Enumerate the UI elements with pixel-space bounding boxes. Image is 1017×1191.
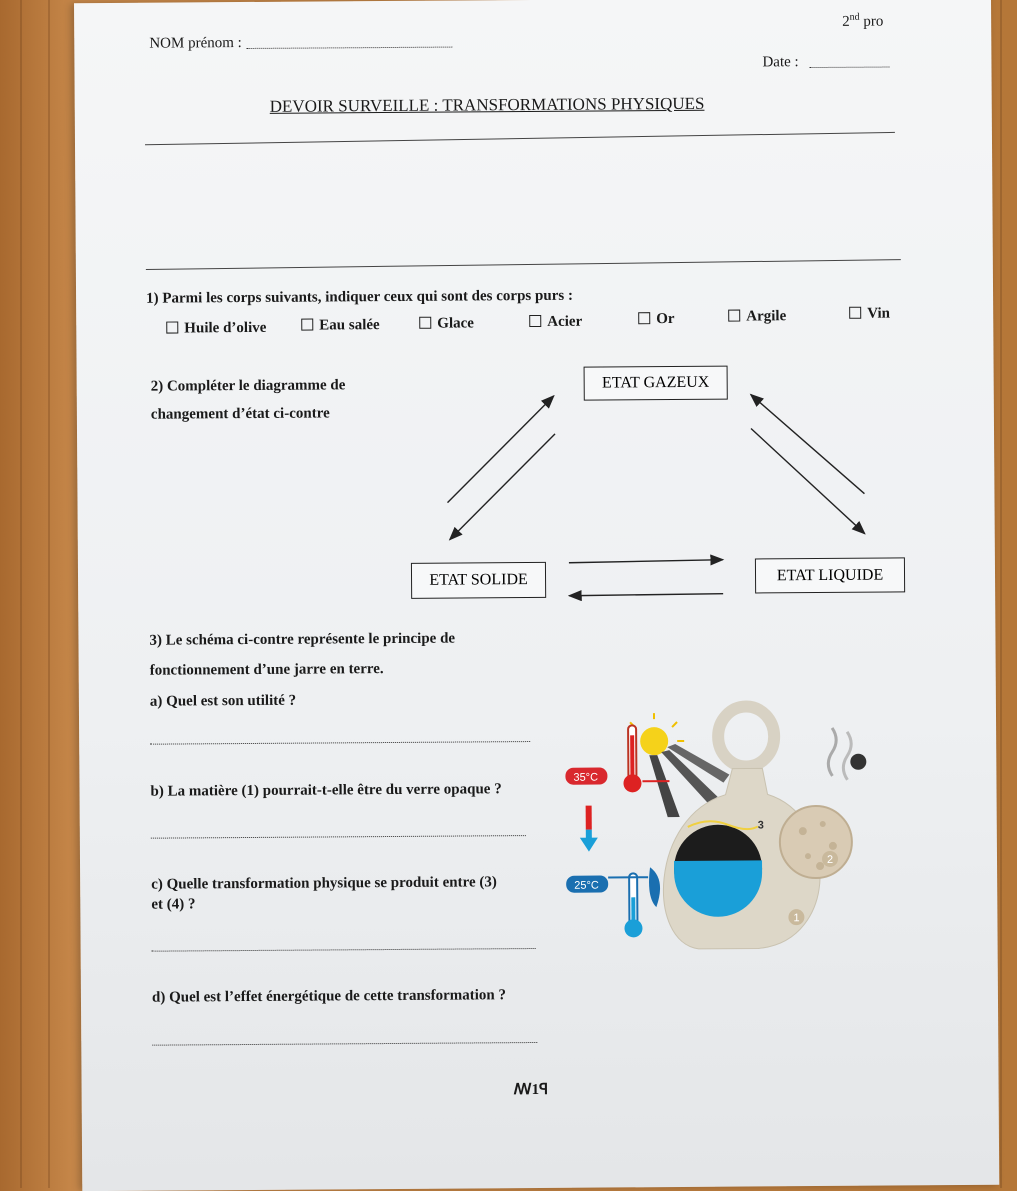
answer-line-3a[interactable] xyxy=(150,741,530,745)
marker-2: 2 xyxy=(827,854,833,866)
arrow-solid-to-gas[interactable] xyxy=(447,396,555,503)
marker-1: 1 xyxy=(793,912,799,924)
grade-level: 2nd pro xyxy=(842,12,883,31)
question-3a: a) Quel est son utilité ? xyxy=(150,693,296,711)
option-eau-salee[interactable]: Eau salée xyxy=(301,317,380,335)
state-solid-box: ETAT SOLIDE xyxy=(411,562,546,599)
date-label: Date : xyxy=(762,54,798,71)
thermometer-cold-icon xyxy=(608,867,660,937)
option-argile[interactable]: Argile xyxy=(728,308,786,325)
answer-line-3c[interactable] xyxy=(152,948,536,952)
option-or[interactable]: Or xyxy=(638,311,674,328)
arrow-liquid-to-solid[interactable] xyxy=(569,594,723,596)
question-2-line1: 2) Compléter le diagramme de xyxy=(151,377,346,395)
state-gas-box: ETAT GAZEUX xyxy=(584,366,728,401)
question-1: 1) Parmi les corps suivants, indiquer ceux qui sont des corps purs : xyxy=(146,288,573,308)
state-change-arrows xyxy=(74,0,996,703)
arrow-gas-to-solid[interactable] xyxy=(449,434,556,540)
question-3c-line1: c) Quelle transformation physique se produit entre (3) xyxy=(151,874,497,893)
option-acier[interactable]: Acier xyxy=(529,314,582,331)
question-3b: b) La matière (1) pourrait-t-elle être du verre opaque ? xyxy=(150,781,501,800)
arrow-down-icon xyxy=(580,806,598,852)
page-title: DEVOIR SURVEILLE : TRANSFORMATIONS PHYSIQUES xyxy=(270,94,705,117)
clay-jar-figure xyxy=(557,696,879,968)
answer-line-3d[interactable] xyxy=(152,1042,537,1046)
option-glace[interactable]: Glace xyxy=(419,315,474,332)
temp-cold: 25°C xyxy=(574,880,599,892)
question-3d: d) Quel est l’effet énergétique de cette transformation ? xyxy=(152,987,506,1006)
nom-label: NOM prénom : xyxy=(149,35,242,53)
question-3-intro2: fonctionnement d’une jarre en terre. xyxy=(150,661,384,680)
exam-sheet xyxy=(74,0,999,1191)
arrow-solid-to-liquid[interactable] xyxy=(569,560,723,563)
question-3c-line2: et (4) ? xyxy=(151,896,195,913)
footer-mark: ꟿ1ꟼ xyxy=(514,1080,549,1099)
option-huile[interactable]: Huile d’olive xyxy=(166,320,266,338)
marker-3: 3 xyxy=(758,819,764,831)
state-liquid-box: ETAT LIQUIDE xyxy=(755,557,905,593)
option-vin[interactable]: Vin xyxy=(849,306,890,323)
question-3-intro1: 3) Le schéma ci-contre représente le principe de xyxy=(149,631,455,650)
temp-hot: 35°C xyxy=(573,772,598,784)
question-2-line2: changement d’état ci-contre xyxy=(151,405,330,423)
answer-line-3b[interactable] xyxy=(151,835,526,839)
